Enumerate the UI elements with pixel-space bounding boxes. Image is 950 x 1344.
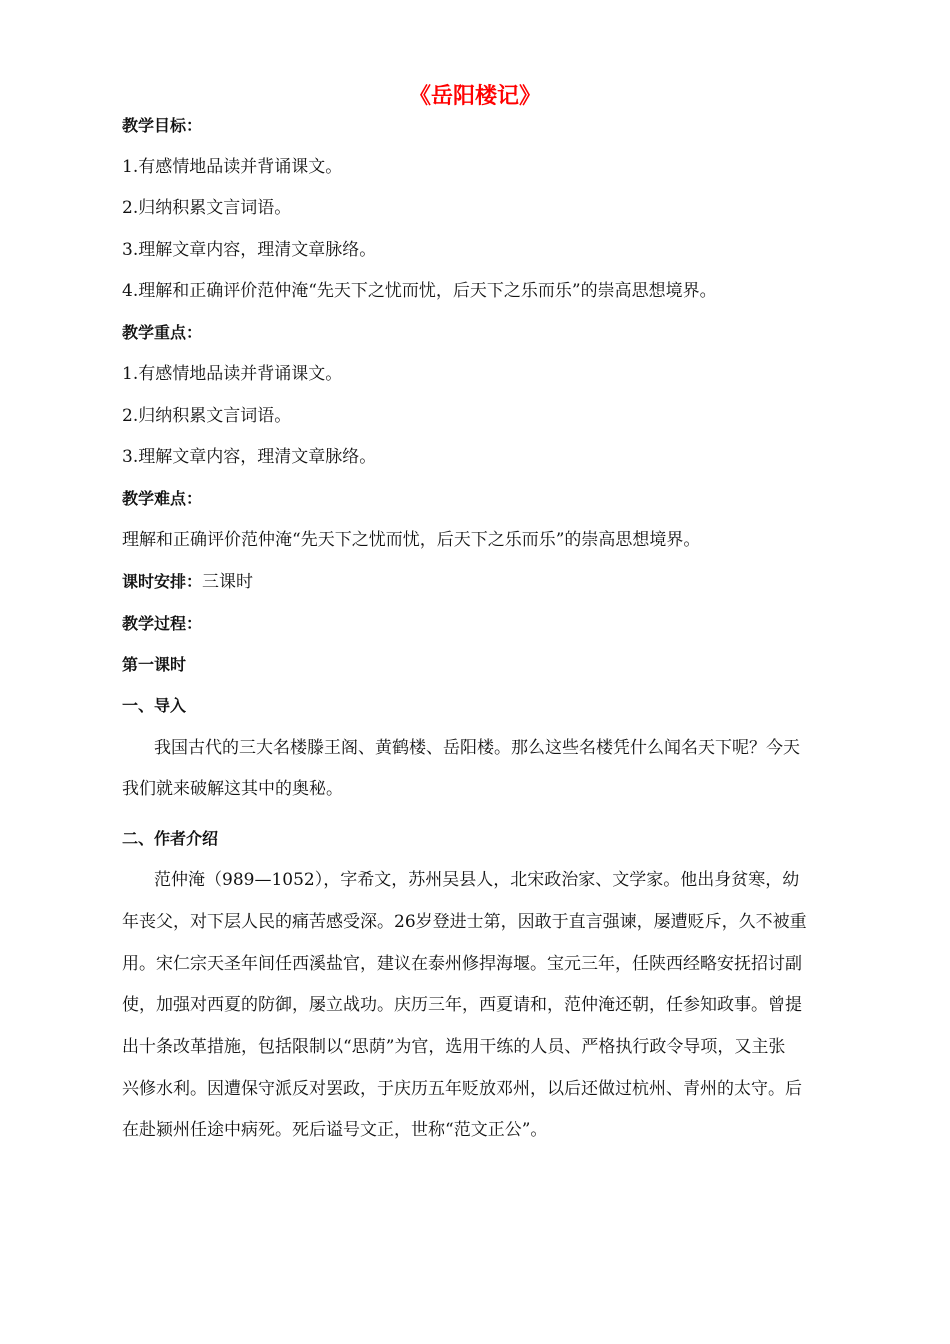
- author-heading: 二、作者介绍: [122, 829, 219, 848]
- author-line: 用。宋仁宗天圣年间任西溪盐官，建议在泰州修捍海堰。宝元三年，任陕西经略安抚招讨副: [122, 954, 802, 974]
- process-heading: 教学过程：: [122, 614, 203, 633]
- key-point-item: 2.归纳积累文言词语。: [122, 406, 292, 426]
- objective-item: 2.归纳积累文言词语。: [122, 198, 292, 218]
- author-line: 出十条改革措施，包括限制以“思荫”为官，选用干练的人员、严格执行政令导项，又主张: [122, 1037, 786, 1057]
- intro-line: 我国古代的三大名楼滕王阁、黄鹤楼、岳阳楼。那么这些名楼凭什么闻名天下呢？今天: [154, 738, 800, 758]
- intro-heading: 一、导入: [122, 696, 187, 715]
- lesson-heading: 第一课时: [122, 655, 187, 674]
- author-line: 使，加强对西夏的防御，屡立战功。庆历三年，西夏请和，范仲淹还朝，任参知政事。曾提: [122, 995, 802, 1015]
- author-line: 年丧父，对下层人民的痛苦感受深。26岁登进士第，因敢于直言强谏，屡遭贬斥，久不被重: [122, 912, 807, 932]
- objective-item: 4.理解和正确评价范仲淹“先天下之忧而忧，后天下之乐而乐”的崇高思想境界。: [122, 281, 717, 301]
- schedule-label: 课时安排：: [122, 572, 203, 591]
- author-line: 范仲淹（989—1052），字希文，苏州吴县人，北宋政治家、文学家。他出身贫寒，幼: [154, 870, 800, 890]
- key-point-item: 1.有感情地品读并背诵课文。: [122, 364, 343, 384]
- objective-item: 3.理解文章内容，理清文章脉络。: [122, 240, 377, 260]
- key-points-heading: 教学重点：: [122, 323, 203, 342]
- author-line: 在赴颍州任途中病死。死后谥号文正，世称“范文正公”。: [122, 1120, 548, 1140]
- objectives-heading: 教学目标：: [122, 116, 203, 135]
- author-line: 兴修水利。因遭保守派反对罢政，于庆历五年贬放邓州，以后还做过杭州、青州的太守。后: [122, 1079, 802, 1099]
- document-title: 《岳阳楼记》: [408, 84, 541, 109]
- key-point-item: 3.理解文章内容，理清文章脉络。: [122, 447, 377, 467]
- schedule-value: 三课时: [202, 572, 254, 592]
- difficulties-heading: 教学难点：: [122, 489, 203, 508]
- difficulties-text: 理解和正确评价范仲淹“先天下之忧而忧，后天下之乐而乐”的崇高思想境界。: [122, 530, 701, 550]
- schedule-line: [122, 570, 253, 594]
- intro-line: 我们就来破解这其中的奥秘。: [122, 779, 343, 799]
- objective-item: 1.有感情地品读并背诵课文。: [122, 157, 343, 177]
